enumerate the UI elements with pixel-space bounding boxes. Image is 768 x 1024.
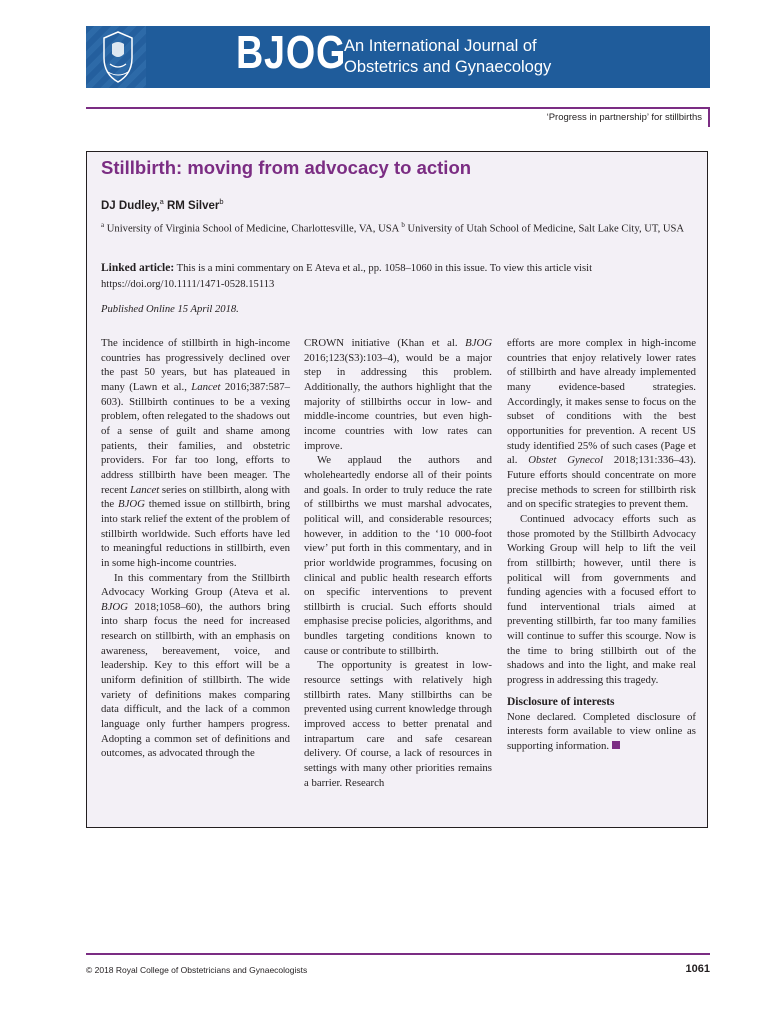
author-1: DJ Dudley, [101,199,160,212]
author-list [101,197,224,212]
affiliation-a: University of Virginia School of Medicine, Charlottesville, VA, USA [104,223,402,235]
footer-rule [86,953,710,955]
body-column-2 [304,336,492,790]
paragraph: The opportunity is greatest in low-resource settings with relatively high stillbirth rates. Many stillbirths can be prevented using current knowledge through improved access to better prenatal and intrapartum care and safe cesarean delivery. Of course, a lack of resources in settings with many other priorities remains a barrier. Research [304,659,492,789]
body-column-3 [507,336,696,754]
paragraph: Continued advocacy efforts such as those promoted by the Stillbirth Advocacy Working Group will help to lift the veil from stillbirth; however, until there is political will from governments and funding agencies with a focused effort to fund interventional trials aimed at preventing stillbirth, far too many families will continue to suffer this scourge. Now is the time to bring stillbirth out of the shadows and into the light, and make real progress in addressing this tragedy. [507,512,696,687]
paragraph: In this commentary from the Stillbirth Advocacy Working Group (Ateva et al. BJOG 2018;1058–60), the authors bring into sharp focus the need for increased research on stillbirth, with an emphasis on awareness, bereavement, voice, and leadership. Key to this effort will be a uniform definition of stillbirth. The wide variety of definitions makes comparing data difficult, and the lack of a common language only further hampers progress. Adopting a common set of definitions and outcomes, as advocated through the [101,571,290,760]
linked-article [101,260,701,293]
published-date: Published Online 15 April 2018. [101,304,239,315]
author-2-affil: b [219,197,224,206]
linked-article-label: Linked article: [101,262,175,274]
body-column-1 [101,336,290,761]
copyright: © 2018 Royal College of Obstetricians and Gynaecologists [86,965,308,975]
journal-name-line2: Obstetrics and Gynaecology [344,58,552,76]
crest-icon [98,30,138,84]
journal-logo: BJOG [236,26,347,78]
paragraph: CROWN initiative (Khan et al. BJOG 2016;123(S3):103–4), would be a major step in addressing this problem. Additionally, the authors highlight that the majority of stillbirths occur in low- and middle-income countries, but even high-income countries with low rates can improve. [304,337,492,452]
disclosure-heading: Disclosure of interests [507,695,615,708]
section-label: ‘Progress in partnership’ for stillbirths [546,112,702,123]
paragraph: We applaud the authors and wholeheartedly endorse all of their points and goals. In order to truly reduce the rate of stillbirths we must marshal advocates, political will, and considerable resources; however, in addition to the ‘10 000-foot view’ put forth in this commentary, and in prior worldwide programmes, focusing on clinical and public health research efforts on specific interventions to prevent stillbirth is crucial. Such efforts should emphasise precise policies, algorithms, and bundles targeting conditions known to cause or contribute to stillbirth. [304,454,492,657]
author-2: RM Silver [163,199,220,212]
page-number: 1061 [685,963,710,975]
header-rule-tick [708,107,710,127]
journal-banner [86,26,710,88]
affiliations: $^a$ University of Virginia School of Medicine, Charlottesville, VA, USA $^b$ University of Utah School of Medicine, Salt Lake City, UT, USA [101,221,685,235]
disclosure-text: None declared. Completed disclosure of interests form available to view online as supporting information. [507,710,696,753]
linked-article-text[interactable]: This is a mini commentary on E Ateva et al., pp. 1058–1060 in this issue. To view this article visit https://doi.org/10.1111/1471-0528.15113 [101,263,593,290]
journal-name [344,36,551,78]
affiliation-b: University of Utah School of Medicine, Salt Lake City, UT, USA [404,223,685,235]
header-rule [86,107,710,109]
author-1-affil: a [159,197,164,206]
paragraph: efforts are more complex in high-income countries that enjoy relatively lower rates of stillbirth and have already implemented many evidence-based strategies. Accordingly, it makes sense to focus on the subset of conditions with the best opportunities for prevention. A recent US study identified 25% of such cases (Page et al. Obstet Gynecol 2018;131:336–43). Future efforts should concentrate on more precise methods to screen for stillbirth risk and on specific strategies to prevent them. [507,337,696,511]
article-title: Stillbirth: moving from advocacy to action [101,157,472,178]
end-of-article-icon [612,741,620,749]
journal-name-line1: An International Journal of [344,37,537,55]
paragraph: The incidence of stillbirth in high-income countries has progressively declined over the past 50 years, but has plateaued in many (Lawn et al., Lancet 2016;387:587–603). Stillbirth continues to be a vexing problem, often relegated to the shadows out of a sense of guilt and shame among patients, their families, and obstetric providers. For far too long, efforts to address stillbirth have been meager. The recent Lancet series on stillbirth, along with the BJOG themed issue on stillbirth, bring into stark relief the extent of the problem of stillbirth worldwide. Such efforts have led to meaningful reductions in stillbirth, even in some high-income countries. [101,337,290,569]
